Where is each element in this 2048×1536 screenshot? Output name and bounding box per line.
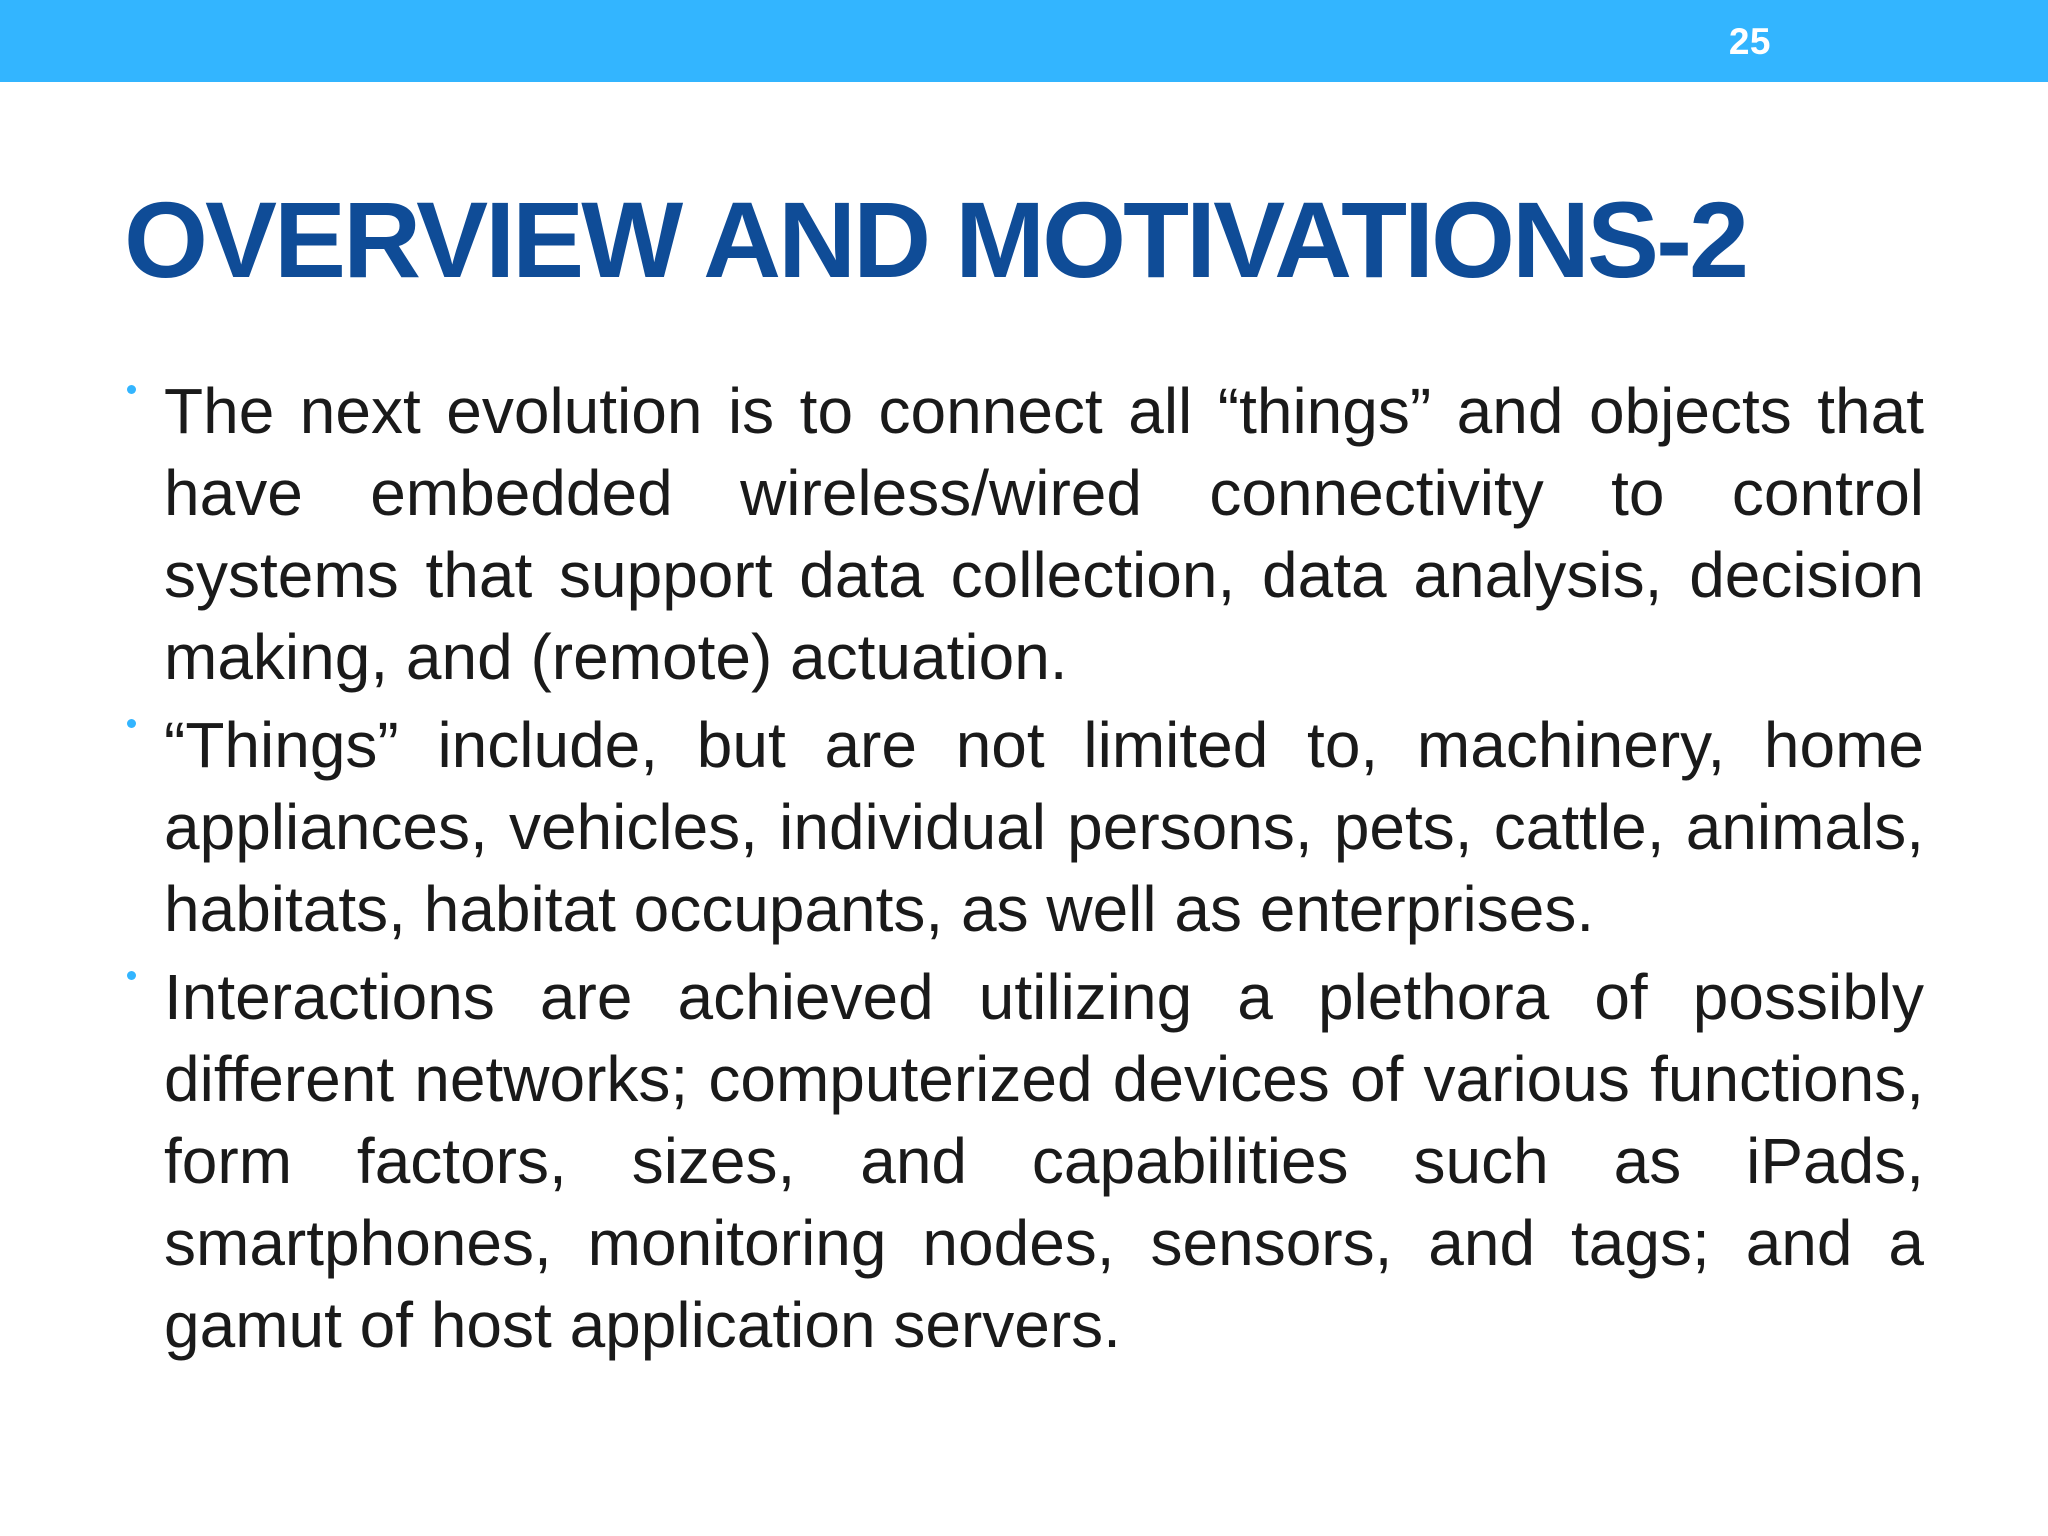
bullet-item bbox=[124, 956, 1924, 1366]
slide-title: OVERVIEW AND MOTIVATIONS-2 bbox=[124, 179, 1747, 300]
bullet-list bbox=[124, 370, 1924, 1372]
bullet-item bbox=[124, 704, 1924, 950]
slide-number: 25 bbox=[1728, 21, 1771, 62]
bullet-text: The next evolution is to connect all “things” and objects that have embedded wireless/wired connectivity to control systems that support data collection, data analysis, decision making, and (remote) actuation. bbox=[164, 375, 1924, 693]
bullet-text: Interactions are achieved utilizing a plethora of possibly different networks; computerized devices of various functions, form factors, sizes, and capabilities such as iPads, smartphones, monitoring nodes, sensors, and tags; and a gamut of host application servers. bbox=[164, 961, 1924, 1361]
bullet-text: “Things” include, but are not limited to, machinery, home appliances, vehicles, individual persons, pets, cattle, animals, habitats, habitat occupants, as well as enterprises. bbox=[164, 709, 1924, 945]
bullet-item bbox=[124, 370, 1924, 698]
bullet-dot-icon bbox=[127, 971, 136, 980]
top-accent-bar bbox=[0, 0, 2048, 82]
bullet-dot-icon bbox=[127, 385, 136, 394]
bullet-dot-icon bbox=[127, 719, 136, 728]
